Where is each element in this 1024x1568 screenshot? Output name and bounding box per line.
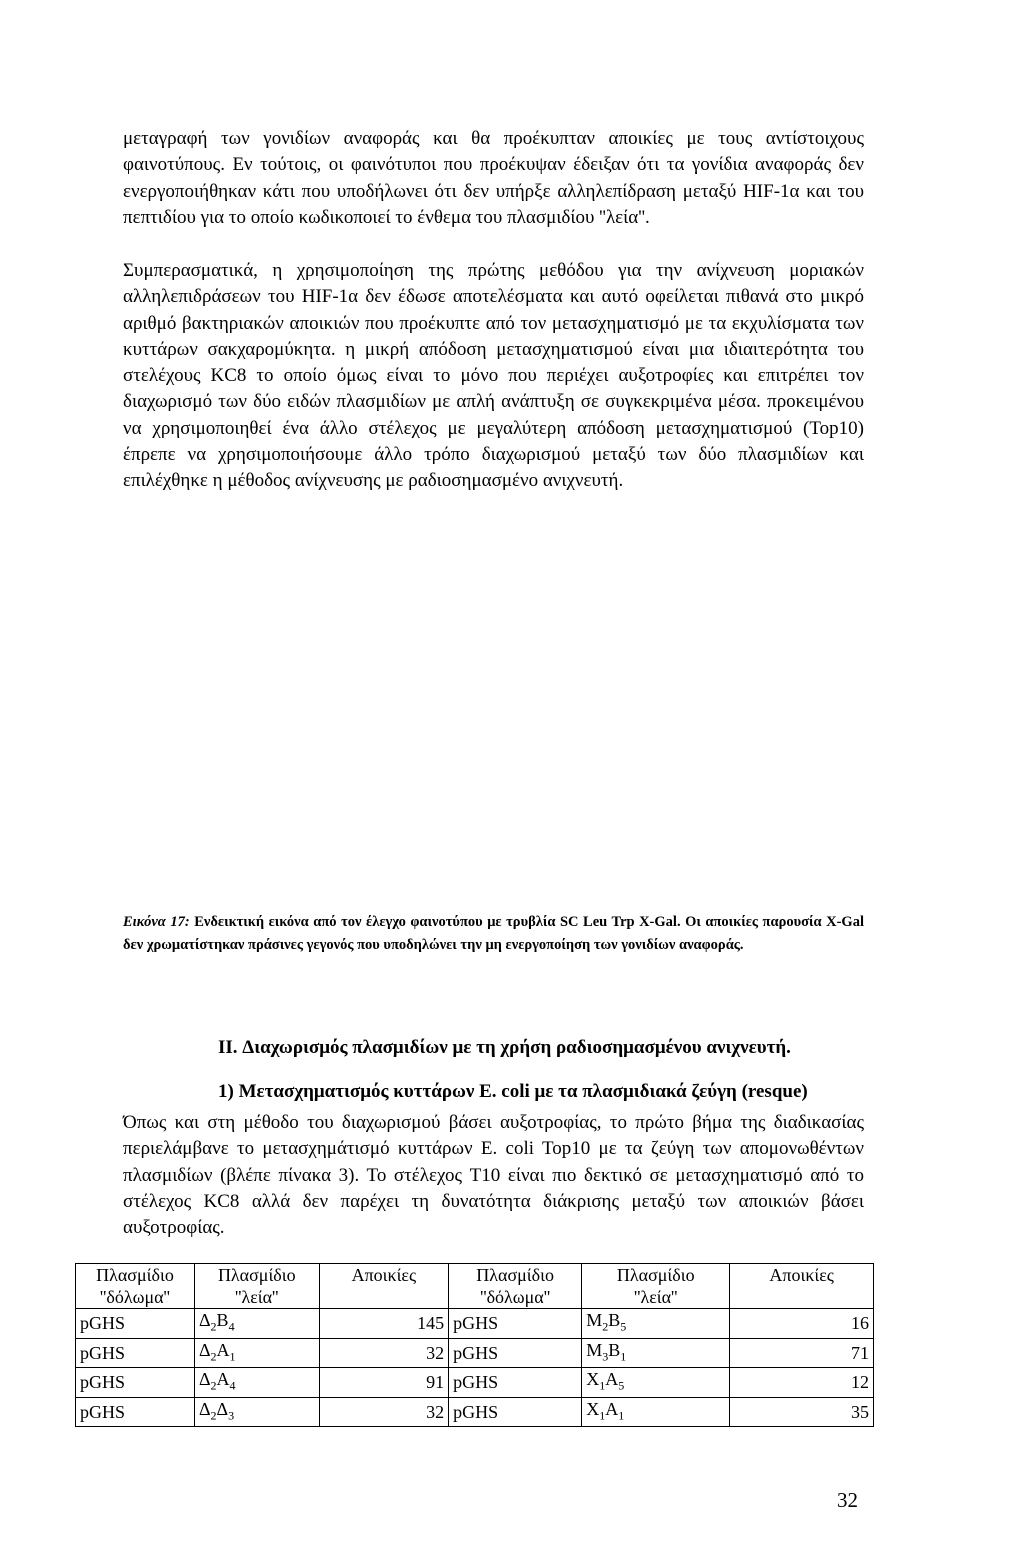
figure-caption-text: Ενδεικτική εικόνα από τον έλεγχο φαινοτύπου με τρυβλία SC Leu Trp X-Gal. Οι αποικίες παρουσία X-Gal δεν χρωματίστηκαν πράσινες γεγονός που υποδηλώνει την μη ενεργοποίηση των γονιδίων αναφοράς.	[123, 914, 864, 953]
table-cell: 12	[730, 1368, 874, 1398]
table-cell: pGHS	[76, 1368, 195, 1398]
header-cell: Αποικίες	[319, 1264, 449, 1309]
table-cell: 16	[730, 1309, 874, 1339]
figure-label: Εικόνα 17:	[123, 914, 190, 930]
table-row	[76, 1338, 874, 1368]
table-cell: 145	[319, 1309, 449, 1339]
header-cell: Πλασμίδιο ''λεία''	[194, 1264, 319, 1309]
header-cell: Πλασμίδιο ''δόλωμα''	[76, 1264, 195, 1309]
section-heading: II. Διαχωρισμός πλασμιδίων με τη χρήση ραδιοσημασμένου ανιχνευτή.	[218, 1037, 791, 1058]
table-cell: $\Delta_2\Delta_3$	[194, 1397, 319, 1427]
table-cell: 32	[319, 1338, 449, 1368]
table-cell: pGHS	[449, 1309, 582, 1339]
figure-image-area	[123, 540, 864, 900]
table-cell: $X_1A_1$	[582, 1397, 730, 1427]
page-number: 32	[837, 1488, 858, 1512]
header-cell: Πλασμίδιο ''λεία''	[582, 1264, 730, 1309]
table-cell: pGHS	[449, 1368, 582, 1398]
table-cell: $M_3B_1$	[582, 1338, 730, 1368]
table-cell: pGHS	[76, 1397, 195, 1427]
table-cell: $\Delta_2B_4$	[194, 1309, 319, 1339]
table-row	[76, 1368, 874, 1398]
table-cell: $\Delta_2A_4$	[194, 1368, 319, 1398]
table-cell: 91	[319, 1368, 449, 1398]
table-cell: $M_2B_5$	[582, 1309, 730, 1339]
table-header-row	[76, 1264, 874, 1309]
table-cell: 71	[730, 1338, 874, 1368]
table-cell: $X_1A_5$	[582, 1368, 730, 1398]
header-cell: Αποικίες	[730, 1264, 874, 1309]
table-row	[76, 1309, 874, 1339]
header-cell: Πλασμίδιο ''δόλωμα''	[449, 1264, 582, 1309]
body-paragraph-3: Όπως και στη μέθοδο του διαχωρισμού βάσει αυξοτροφίας, το πρώτο βήμα της διαδικασίας περιελάμβανε το μετασχημάτισμό κυττάρων E. coli Top10 με τα ζεύγη των απομονωθέντων πλασμιδίων (βλέπε πίνακα 3). Το στέλεχος T10 είναι πιο δεκτικό σε μετασχηματισμό από το στέλεχος KC8 αλλά δεν παρέχει τη δυνατότητα διάκρισης μεταξύ των αποικιών βάσει αυξοτροφίας.	[123, 1112, 864, 1239]
body-paragraph-1: μεταγραφή των γονιδίων αναφοράς και θα προέκυπταν αποικίες με τους αντίστοιχους φαινοτύπους. Εν τούτοις, οι φαινότυποι που προέκυψαν έδειξαν ότι τα γονίδια αναφοράς δεν ενεργοποιήθηκαν κάτι που υποδήλωνει ότι δεν υπήρξε αλληλεπίδραση μεταξύ HIF-1α και του πεπτιδίου για το οποίο κωδικοποιεί το ένθεμα του πλασμιδίου ''λεία''.	[123, 128, 864, 228]
table-row	[76, 1397, 874, 1427]
figure-caption	[123, 911, 864, 957]
table-cell: pGHS	[76, 1309, 195, 1339]
sub-heading: 1) Μετασχηματισμός κυττάρων E. coli με τα πλασμιδιακά ζεύγη (resque)	[218, 1081, 808, 1102]
table-cell: 35	[730, 1397, 874, 1427]
table-cell: 32	[319, 1397, 449, 1427]
table-cell: $\Delta_2A_1$	[194, 1338, 319, 1368]
body-paragraph-2: Συμπερασματικά, η χρησιμοποίηση της πρώτης μεθόδου για την ανίχνευση μοριακών αλληλεπιδράσεων του HIF-1α δεν έδωσε αποτελέσματα και αυτό οφείλεται πιθανά στο μικρό αριθμό βακτηριακών αποικιών που προέκυπτε από τον μετασχηματισμό με τα εκχυλίσματα των κυττάρων σακχαρομύκητα. η μικρή απόδοση μετασχηματισμού είναι μια ιδιαιτερότητα του στελέχους KC8 το οποίο όμως είναι το μόνο που περιέχει αυξοτροφίες και επιτρέπει τον διαχωρισμό των δύο ειδών πλασμιδίων με απλή ανάπτυξη σε συγκεκριμένα μέσα. προκειμένου να χρησιμοποιηθεί ένα άλλο στέλεχος με μεγαλύτερη απόδοση μετασχηματισμού (Top10) έπρεπε να χρησιμοποιήσουμε άλλο τρόπο διαχωρισμού μεταξύ των δύο πλασμιδίων και επιλέχθηκε η μέθοδος ανίχνευσης με ραδιοσημασμένο ανιχνευτή.	[123, 260, 864, 492]
plasmid-colonies-table	[75, 1263, 874, 1427]
table-cell: pGHS	[449, 1338, 582, 1368]
table-cell: pGHS	[449, 1397, 582, 1427]
table-cell: pGHS	[76, 1338, 195, 1368]
